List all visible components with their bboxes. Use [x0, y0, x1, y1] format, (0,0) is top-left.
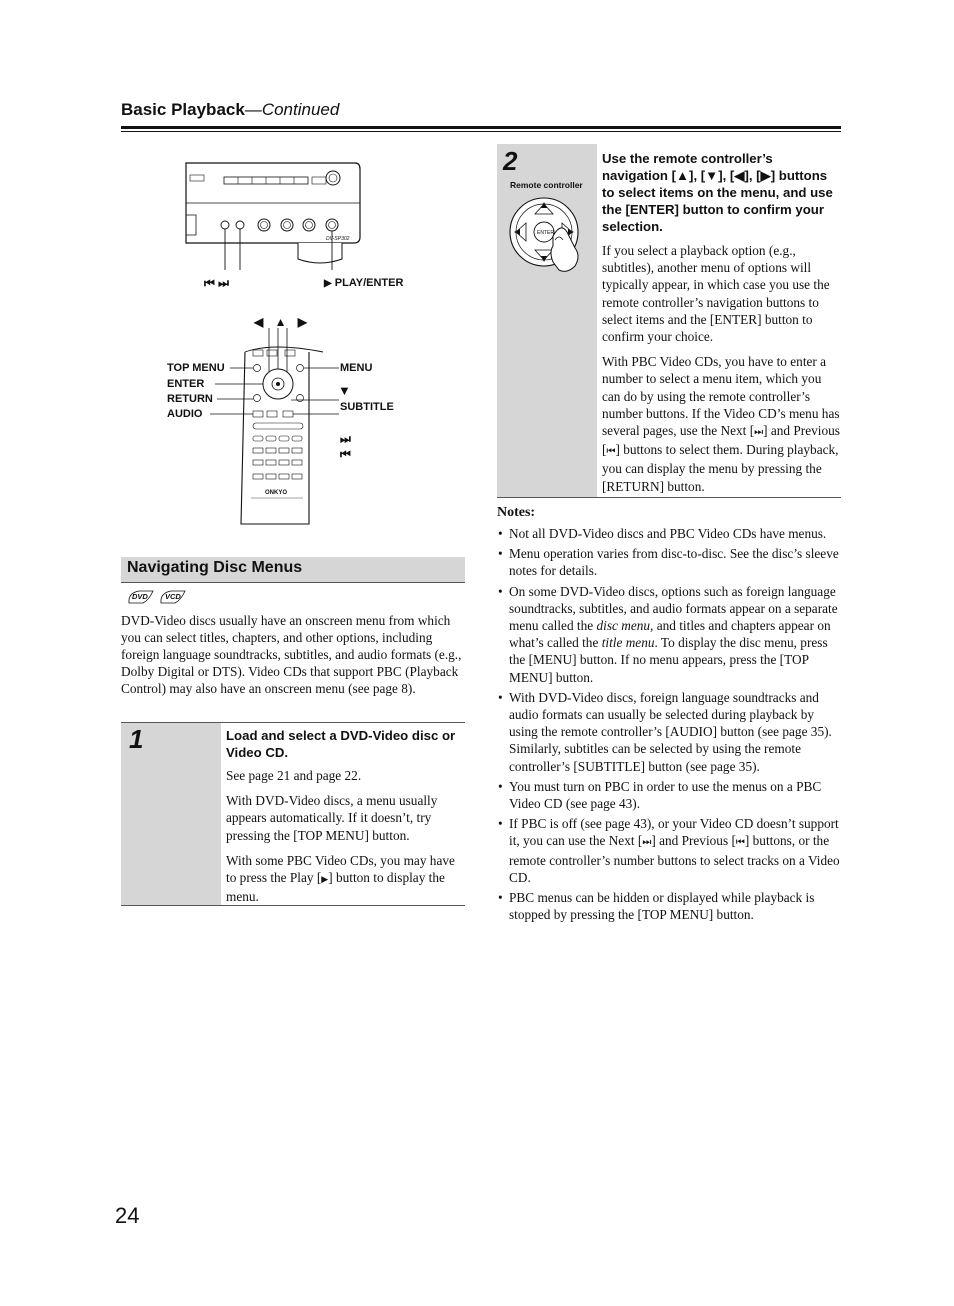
notes-section: [497, 505, 841, 926]
play-icon: ▶: [324, 278, 332, 289]
note-3a: On some DVD-Video discs, options such as foreign language soundtracks, subtitles, and audio formats appear on a separate menu called the: [509, 583, 838, 634]
prev-icon: ⏮: [606, 446, 616, 458]
prev-icon: ⏮: [735, 837, 745, 849]
note-3b: and titles and chapters appear on what’s called the: [509, 618, 831, 651]
header-title: Basic Playback: [121, 100, 245, 119]
step2-content: [602, 150, 840, 503]
header-rule-thin: [121, 131, 841, 132]
next-icon: ⏭: [642, 837, 652, 849]
section-rule: [121, 582, 465, 583]
remote-brand-text: ONKYO: [265, 490, 288, 496]
section-title: Navigating Disc Menus: [127, 559, 303, 576]
step1-number: 1: [129, 724, 144, 754]
page-number: 24: [115, 1203, 140, 1228]
step2-para-2c: ] buttons to select them. During playback, you can display the menu by pressing the [RETURN] button.: [602, 442, 839, 494]
note-6c: ] buttons, or the remote controller’s number buttons to select tracks on a Video CD.: [509, 833, 840, 885]
note-6b: ] and Previous [: [651, 833, 736, 849]
step2-para-2b: ] and Previous [: [602, 423, 840, 458]
section-heading: [121, 557, 465, 582]
step1-para-3: [226, 852, 462, 906]
step2-number: 2: [503, 146, 518, 176]
dvd-badge: DVD: [132, 592, 148, 601]
play-icon: ▶: [321, 874, 329, 885]
step1-para-1: See page 21 and page 22.: [226, 768, 362, 783]
vcd-badge: VCD: [165, 592, 181, 601]
step1-para-3a: With some PBC Video CDs, you may have to press the Play [: [226, 852, 455, 886]
prev-label: ⏮: [340, 447, 351, 461]
note-6a: If PBC is off (see page 43), or your Video CD doesn’t support it, you can use the Next [: [509, 816, 839, 849]
step1-content: [226, 727, 462, 913]
remote-enter-text: ENTER: [537, 230, 554, 236]
note-item: • Not all DVD-Video discs and PBC Video CDs have menus.: [497, 525, 841, 542]
running-header: [121, 100, 841, 120]
note-item: [497, 583, 841, 686]
header-continued: —Continued: [244, 100, 340, 119]
note-item: • With DVD-Video discs, foreign language soundtracks and audio formats can usually be selected during playback by using the remote controller’s [AUDIO] button (see page 35). Similarly, subtitles can be selected by using the remote controller’s [SUBTITLE] button (see page 35).: [497, 689, 841, 775]
note-item: • You must turn on PBC in order to use the menus on a PBC Video CD (see page 43).: [497, 778, 841, 812]
subtitle-label: SUBTITLE: [340, 401, 394, 413]
next-label: ⏭: [340, 432, 351, 446]
step2-para-2: [602, 353, 840, 495]
menu-label: MENU: [340, 362, 373, 374]
step1-para-2: With DVD-Video discs, a menu usually appears automatically. If it doesn’t, try pressing the [TOP MENU] button.: [226, 793, 438, 843]
note-item: • PBC menus can be hidden or displayed while playback is stopped by pressing the [TOP MENU] button.: [497, 889, 841, 923]
prev-next-label: ⏮ ⏭: [204, 276, 229, 290]
step2-heading: Use the remote controller’s navigation [▲], [▼], [◀], [▶] buttons to select items on the menu, and use the [ENTER] button to confirm your selection.: [602, 151, 833, 234]
top-menu-label: TOP MENU: [167, 362, 225, 374]
step2-para-2a: With PBC Video CDs, you have to enter a number to select a menu item, which you can do by using the remote controller’s number buttons. If the Video CD’s menu has several pages, use the Next [: [602, 354, 840, 439]
note-item: [497, 815, 841, 886]
remote-controller-illustration: [205, 328, 340, 528]
down-arrow-label: ▼: [338, 383, 351, 398]
enter-label: ENTER: [167, 378, 205, 390]
step1-heading: Load and select a DVD-Video disc or Video CD.: [226, 728, 456, 760]
remote-controller-caption: Remote controller: [510, 180, 583, 190]
step2-bottom-rule: [497, 497, 841, 498]
play-enter-label: [324, 277, 403, 289]
disc-type-badges: [127, 588, 191, 606]
play-enter-text: PLAY/ENTER: [334, 277, 404, 289]
step2-para-1: If you select a playback option (e.g., subtitles), another menu of options will typically appear, in which case you use the remote controller’s navigation buttons to select items and the [ENTER] button to confirm your choice.: [602, 243, 830, 345]
header-rule: [121, 126, 841, 129]
note-item: • Menu operation varies from disc-to-disc. See the disc’s sleeve notes for details.: [497, 545, 841, 579]
notes-title: Notes:: [497, 505, 536, 520]
note-3-title-menu: title menu: [601, 635, 655, 651]
remote-dpad-illustration: [503, 192, 593, 276]
section-intro: DVD-Video discs usually have an onscreen menu from which you can select titles, chapters, and other options, including foreign language soundtracks, subtitles, and audio formats (e.g., Dolby Digital or DTS). Video CDs that support PBC (Playback Control) may also have an onscreen menu (see page 8).: [121, 613, 462, 696]
arrow-buttons-label: ◀ ▲ ▶: [254, 315, 312, 329]
note-3-disc-menu: disc menu,: [596, 618, 654, 634]
player-model-text: DV-SP302: [326, 236, 350, 242]
notes-list: [497, 525, 841, 923]
return-label: RETURN: [167, 393, 213, 405]
step1-para-3b: ] button to display the menu.: [226, 870, 445, 905]
step1-bottom-rule: [121, 905, 465, 906]
dvd-player-illustration: [180, 155, 365, 270]
next-icon: ⏭: [754, 427, 764, 439]
audio-label: AUDIO: [167, 408, 203, 420]
note-3c: . To display the disc menu, press the [MENU] button. If no menu appears, press the [TOP MENU] button.: [509, 635, 828, 685]
